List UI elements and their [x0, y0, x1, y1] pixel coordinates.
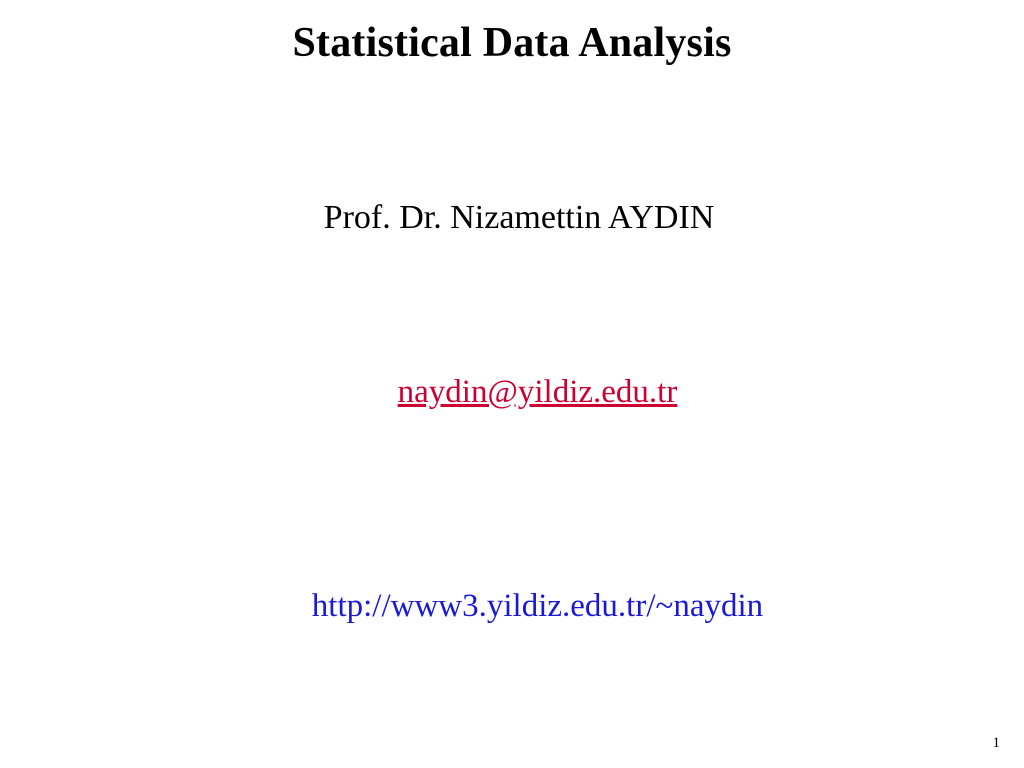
presenter-name: Prof. Dr. Nizamettin AYDIN [323, 199, 715, 236]
page-number: 1 [992, 735, 1000, 751]
email-link[interactable]: naydin@yildiz.edu.tr [397, 374, 678, 410]
slide-body [0, 196, 1024, 672]
spacer-above-email [0, 240, 1024, 326]
email-line [0, 326, 1024, 458]
website-link[interactable]: http://www3.yildiz.edu.tr/~naydin [311, 588, 764, 624]
page-title: Statistical Data Analysis [292, 20, 732, 66]
spacer-above-website [0, 458, 1024, 540]
website-line [0, 540, 1024, 672]
